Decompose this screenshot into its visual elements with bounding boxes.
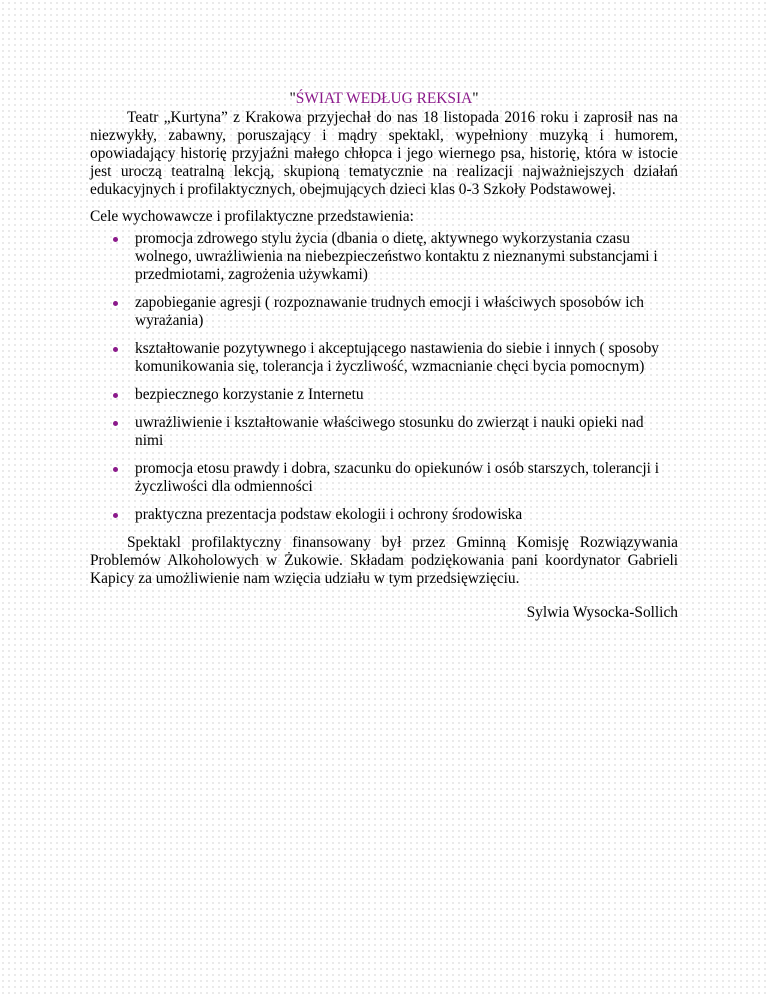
list-item-text: kształtowanie pozytywnego i akceptującego nastawienia do siebie i innych ( sposoby komunikowania się, tolerancja i życzliwość, wzmacnianie chęci bycia pomocnym) xyxy=(135,340,659,375)
goals-list xyxy=(90,230,678,524)
signature: Sylwia Wysocka-Sollich xyxy=(526,604,678,621)
list-item xyxy=(90,340,678,376)
list-item-text: praktyczna prezentacja podstaw ekologii i ochrony środowiska xyxy=(135,506,523,523)
bullet-icon xyxy=(113,237,118,242)
list-item-text: bezpiecznego korzystanie z Internetu xyxy=(135,386,364,403)
list-item xyxy=(90,294,678,330)
document-title xyxy=(90,89,678,109)
list-item xyxy=(90,414,678,450)
bullet-icon xyxy=(113,467,118,472)
list-item xyxy=(90,506,678,524)
list-item xyxy=(90,460,678,496)
bullet-icon xyxy=(113,347,118,352)
bullet-icon xyxy=(113,421,118,426)
list-item-text: promocja zdrowego stylu życia (dbania o dietę, aktywnego wykorzystania czasu wolnego, uwrażliwienia na niebezpieczeństwo kontaktu z nieznanymi substancjami i przedmiotami, zagrożenia używkami) xyxy=(135,230,658,283)
list-item-text: uwrażliwienie i kształtowanie właściwego stosunku do zwierząt i nauki opieki nad nimi xyxy=(135,414,644,449)
list-item xyxy=(90,386,678,404)
bullet-icon xyxy=(113,513,118,518)
title-text: ŚWIAT WEDŁUG REKSIA xyxy=(295,90,473,107)
document-body xyxy=(90,89,678,622)
bullet-icon xyxy=(113,393,118,398)
list-item-text: promocja etosu prawdy i dobra, szacunku do opiekunów i osób starszych, tolerancji i życzliwości dla odmienności xyxy=(135,460,660,495)
goals-heading: Cele wychowawcze i profilaktyczne przedstawienia: xyxy=(90,208,414,225)
title-close-quote: " xyxy=(472,90,479,107)
intro-paragraph: Teatr „Kurtyna” z Krakowa przyjechał do nas 18 listopada 2016 roku i zaprosił nas na niezwykły, zabawny, poruszający i mądry spektakl, wypełniony muzyką i humorem, opowiadający historię przyjaźni małego chłopca i jego wiernego psa, historię, która w istocie jest uroczą teatralną lekcją, skupioną tematycznie na realizacji najważniejszych działań edukacyjnych i profilaktycznych, obejmujących dzieci klas 0-3 Szkoły Podstawowej. xyxy=(90,109,678,198)
bullet-icon xyxy=(113,301,118,306)
list-item-text: zapobieganie agresji ( rozpoznawanie trudnych emocji i właściwych sposobów ich wyrażania) xyxy=(135,294,645,329)
title-open-quote: " xyxy=(289,90,296,107)
closing-paragraph: Spektakl profilaktyczny finansowany był przez Gminną Komisję Rozwiązywania Problemów Alkoholowych w Żukowie. Składam podziękowania pani koordynator Gabrieli Kapicy za umożliwienie nam wzięcia udziału w tym przedsięwzięciu. xyxy=(90,534,678,587)
list-item xyxy=(90,230,678,284)
